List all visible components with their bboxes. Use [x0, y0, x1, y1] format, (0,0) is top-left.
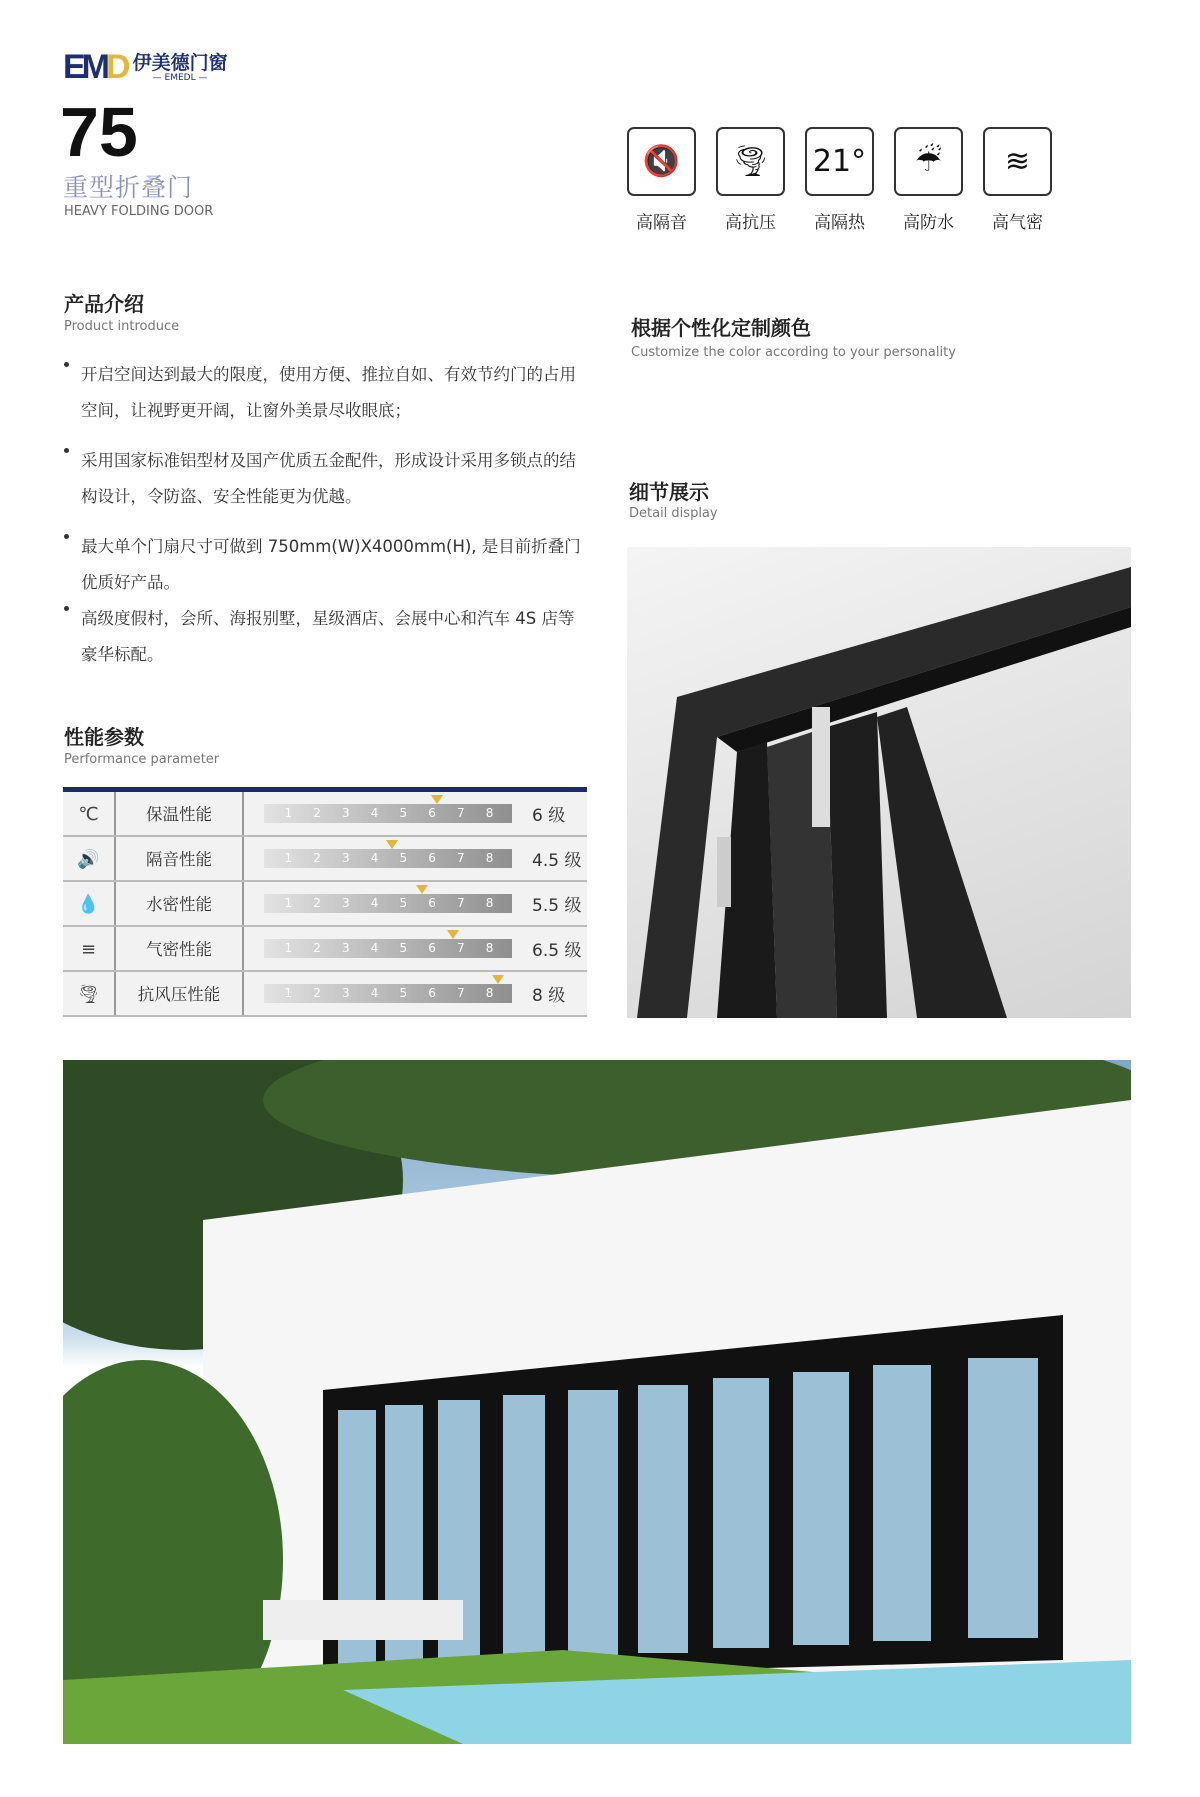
rain-cloud-icon: ☔ [894, 127, 963, 196]
scale-tick: 7 [457, 986, 465, 1000]
performance-level: 5.5 级 [532, 896, 582, 916]
intro-bullet: 最大单个门扇尺寸可做到 750mm(W)X4000mm(H), 是目前折叠门优质好产品。 [64, 529, 584, 601]
scale-tick: 5 [399, 896, 408, 910]
scale-tick: 8 [485, 806, 494, 820]
feature-label: 高防水 [903, 213, 954, 233]
detail-title: 细节展示 [629, 480, 709, 504]
performance-title: 性能参数 [64, 725, 144, 749]
performance-level: 8 级 [532, 986, 566, 1006]
performance-level: 4.5 级 [532, 851, 582, 871]
rating-bar [264, 894, 512, 913]
speaker-mute-icon: 🔇 [627, 127, 696, 196]
performance-row [63, 882, 587, 927]
performance-row [63, 927, 587, 972]
feature-0 [627, 127, 696, 233]
scale-tick: 6 [428, 806, 436, 820]
scale-tick: 1 [284, 806, 293, 820]
sun-thermometer-icon: 21° [805, 127, 874, 196]
rating-marker [386, 840, 398, 849]
scale-tick: 8 [485, 986, 494, 1000]
scale-tick: 6 [428, 851, 436, 865]
rating-marker [492, 975, 504, 984]
scale-tick: 6 [428, 896, 436, 910]
scale-tick: 3 [342, 806, 350, 820]
rating-bar [264, 939, 512, 958]
wind-icon: ≡ [63, 927, 116, 970]
performance-name: 气密性能 [116, 927, 244, 970]
scale-tick: 8 [485, 851, 494, 865]
performance-level: 6.5 级 [532, 941, 582, 961]
performance-row [63, 837, 587, 882]
feature-4 [983, 127, 1052, 233]
brand-name-cn: 伊美德门窗 [132, 51, 228, 74]
rating-marker [431, 795, 443, 804]
color-subtitle: Customize the color according to your personality [631, 345, 956, 360]
logo-mark: EMD [63, 48, 127, 86]
performance-subtitle: Performance parameter [64, 752, 220, 767]
intro-title: 产品介绍 [64, 292, 144, 316]
feature-2 [805, 127, 874, 233]
performance-name: 保温性能 [116, 792, 244, 835]
scale-tick: 2 [313, 896, 321, 910]
tornado-icon: 🌪 [63, 972, 116, 1015]
scale-tick: 5 [399, 806, 408, 820]
water-drop-icon: 💧 [63, 882, 116, 925]
scale-tick: 5 [399, 851, 408, 865]
intro-subtitle: Product introduce [64, 319, 180, 334]
scale-tick: 5 [399, 986, 408, 1000]
scale-tick: 1 [284, 896, 293, 910]
feature-label: 高气密 [992, 213, 1043, 233]
brand-logo [63, 48, 228, 87]
scale-tick: 1 [284, 941, 293, 955]
feature-3 [894, 127, 963, 233]
product-name-en: HEAVY FOLDING DOOR [64, 204, 214, 219]
performance-table [63, 787, 587, 1017]
scale-tick: 4 [370, 851, 379, 865]
performance-name: 隔音性能 [116, 837, 244, 880]
performance-name: 抗风压性能 [116, 972, 244, 1015]
tornado-icon: 🌪 [716, 127, 785, 196]
building-photo [63, 1060, 1131, 1744]
feature-1 [716, 127, 785, 233]
feature-label: 高隔音 [636, 213, 687, 233]
scale-tick: 3 [342, 896, 350, 910]
rating-marker [416, 885, 428, 894]
thermal-icon: ℃ [63, 792, 116, 835]
scale-tick: 7 [457, 806, 465, 820]
performance-level: 6 级 [532, 806, 566, 826]
scale-tick: 2 [313, 851, 321, 865]
scale-tick: 8 [485, 896, 494, 910]
series-number: 75 [60, 93, 138, 171]
scale-tick: 6 [428, 941, 436, 955]
scale-tick: 2 [313, 986, 321, 1000]
detail-subtitle: Detail display [629, 506, 718, 521]
scale-tick: 7 [457, 896, 465, 910]
feature-label: 高抗压 [725, 213, 776, 233]
intro-bullet: 采用国家标准铝型材及国产优质五金配件，形成设计采用多锁点的结构设计，令防盗、安全性能更为优越。 [64, 443, 584, 515]
scale-tick: 4 [370, 941, 379, 955]
brand-name-en: — EMEDL — [152, 72, 208, 83]
scale-tick: 4 [370, 986, 379, 1000]
color-title: 根据个性化定制颜色 [631, 316, 811, 340]
intro-list [64, 357, 584, 687]
scale-tick: 7 [457, 851, 465, 865]
rating-bar [264, 849, 512, 868]
scale-tick: 4 [370, 896, 379, 910]
scale-tick: 1 [284, 851, 293, 865]
scale-tick: 3 [342, 986, 350, 1000]
intro-bullet: 开启空间达到最大的限度，使用方便、推拉自如、有效节约门的占用空间，让视野更开阔，让窗外美景尽收眼底； [64, 357, 584, 429]
intro-bullet: 高级度假村，会所、海报别墅，星级酒店、会展中心和汽车 4S 店等豪华标配。 [64, 601, 584, 673]
rating-bar [264, 804, 512, 823]
scale-tick: 2 [313, 941, 321, 955]
product-name-cn: 重型折叠门 [63, 173, 194, 202]
rating-marker [447, 930, 459, 939]
sound-icon: 🔊 [63, 837, 116, 880]
detail-image [627, 547, 1131, 1018]
rating-bar [264, 984, 512, 1003]
scale-tick: 4 [370, 806, 379, 820]
scale-tick: 7 [457, 941, 465, 955]
performance-row [63, 792, 587, 837]
scale-tick: 3 [342, 851, 350, 865]
performance-row [63, 972, 587, 1017]
feature-label: 高隔热 [814, 213, 865, 233]
scale-tick: 3 [342, 941, 350, 955]
scale-tick: 1 [284, 986, 293, 1000]
waves-icon: ≋ [983, 127, 1052, 196]
scale-tick: 6 [428, 986, 436, 1000]
scale-tick: 8 [485, 941, 494, 955]
scale-tick: 2 [313, 806, 321, 820]
performance-name: 水密性能 [116, 882, 244, 925]
scale-tick: 5 [399, 941, 408, 955]
